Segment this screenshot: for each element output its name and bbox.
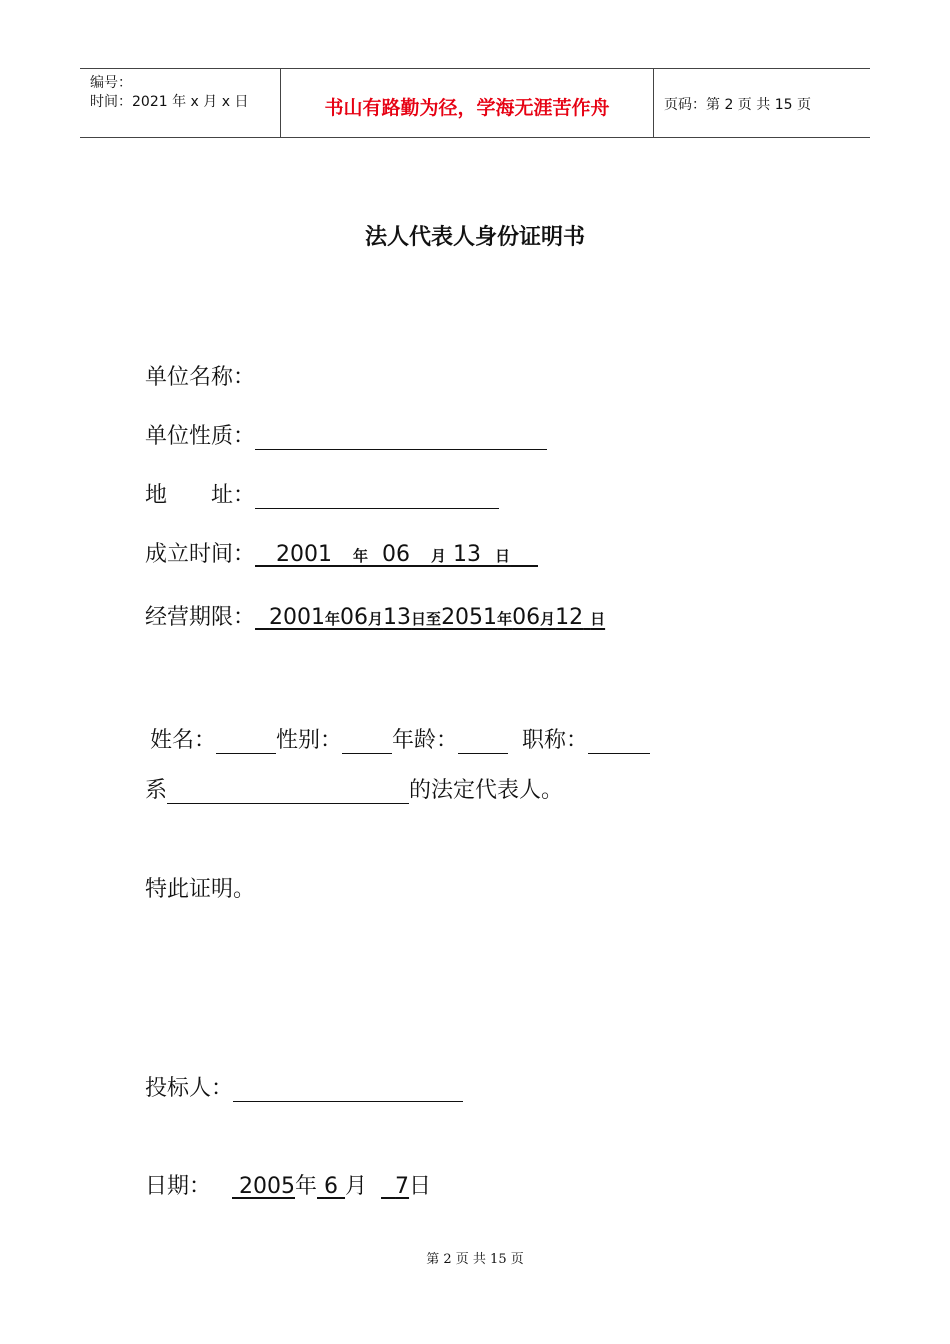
bidder-label: 投标人： [145, 1076, 234, 1101]
bidder-blank[interactable] [233, 1075, 463, 1102]
unit-type-row [145, 419, 547, 450]
date-label: 日期： [145, 1174, 212, 1199]
company-blank[interactable] [167, 777, 409, 804]
term-row [145, 600, 605, 631]
motto: 书山有路勤为径，学海无涯苦作舟 [324, 97, 610, 119]
founded-label: 成立时间： [145, 542, 256, 567]
term-label: 经营期限： [145, 605, 256, 630]
date-year-unit: 年 [295, 1174, 318, 1199]
date-day-unit: 日 [409, 1174, 432, 1199]
unit-type-blank[interactable] [255, 423, 547, 450]
of-prefix: 系 [145, 778, 168, 803]
gender-blank[interactable] [342, 727, 392, 754]
certify-text: 特此证明。 [145, 877, 256, 902]
document-header [80, 68, 870, 138]
header-motto-cell [281, 69, 654, 137]
of-suffix: 的法定代表人。 [409, 778, 564, 803]
code-label: 编号： [90, 75, 132, 91]
address-label: 地 址： [145, 483, 256, 508]
person-row [150, 723, 650, 754]
date-day: 7 [395, 1174, 410, 1199]
name-blank[interactable] [216, 727, 276, 754]
page-label: 页码：第 2 页 共 15 页 [664, 97, 811, 113]
age-blank[interactable] [458, 727, 508, 754]
date-month: 6 [324, 1174, 339, 1199]
unit-type-label: 单位性质： [145, 424, 256, 449]
address-blank[interactable] [255, 482, 499, 509]
time-label: 时间：2021 年 x 月 x 日 [90, 94, 249, 110]
gender-label: 性别： [276, 728, 343, 753]
founded-value: 2001 年 06 月 13 日 [276, 542, 511, 567]
representative-row [145, 773, 563, 804]
name-label: 姓名： [150, 728, 217, 753]
date-month-unit: 月 [345, 1174, 368, 1199]
header-page-cell [654, 69, 870, 137]
unit-name-label: 单位名称： [145, 365, 256, 390]
term-value: 2001年06月13日至2051年06月12 日 [269, 605, 606, 630]
position-label: 职称： [522, 728, 589, 753]
header-meta-cell [80, 69, 281, 137]
position-blank[interactable] [588, 727, 650, 754]
certify-row [145, 872, 255, 903]
document-title: 法人代表人身份证明书 [364, 225, 585, 250]
page-footer: 第 2 页 共 15 页 [426, 1252, 524, 1267]
unit-name-row [145, 360, 255, 391]
address-row [145, 478, 499, 509]
date-year: 2005 [239, 1174, 295, 1199]
bidder-row [145, 1071, 463, 1102]
age-label: 年龄： [392, 728, 459, 753]
date-row [145, 1169, 431, 1200]
founded-row [145, 537, 538, 568]
